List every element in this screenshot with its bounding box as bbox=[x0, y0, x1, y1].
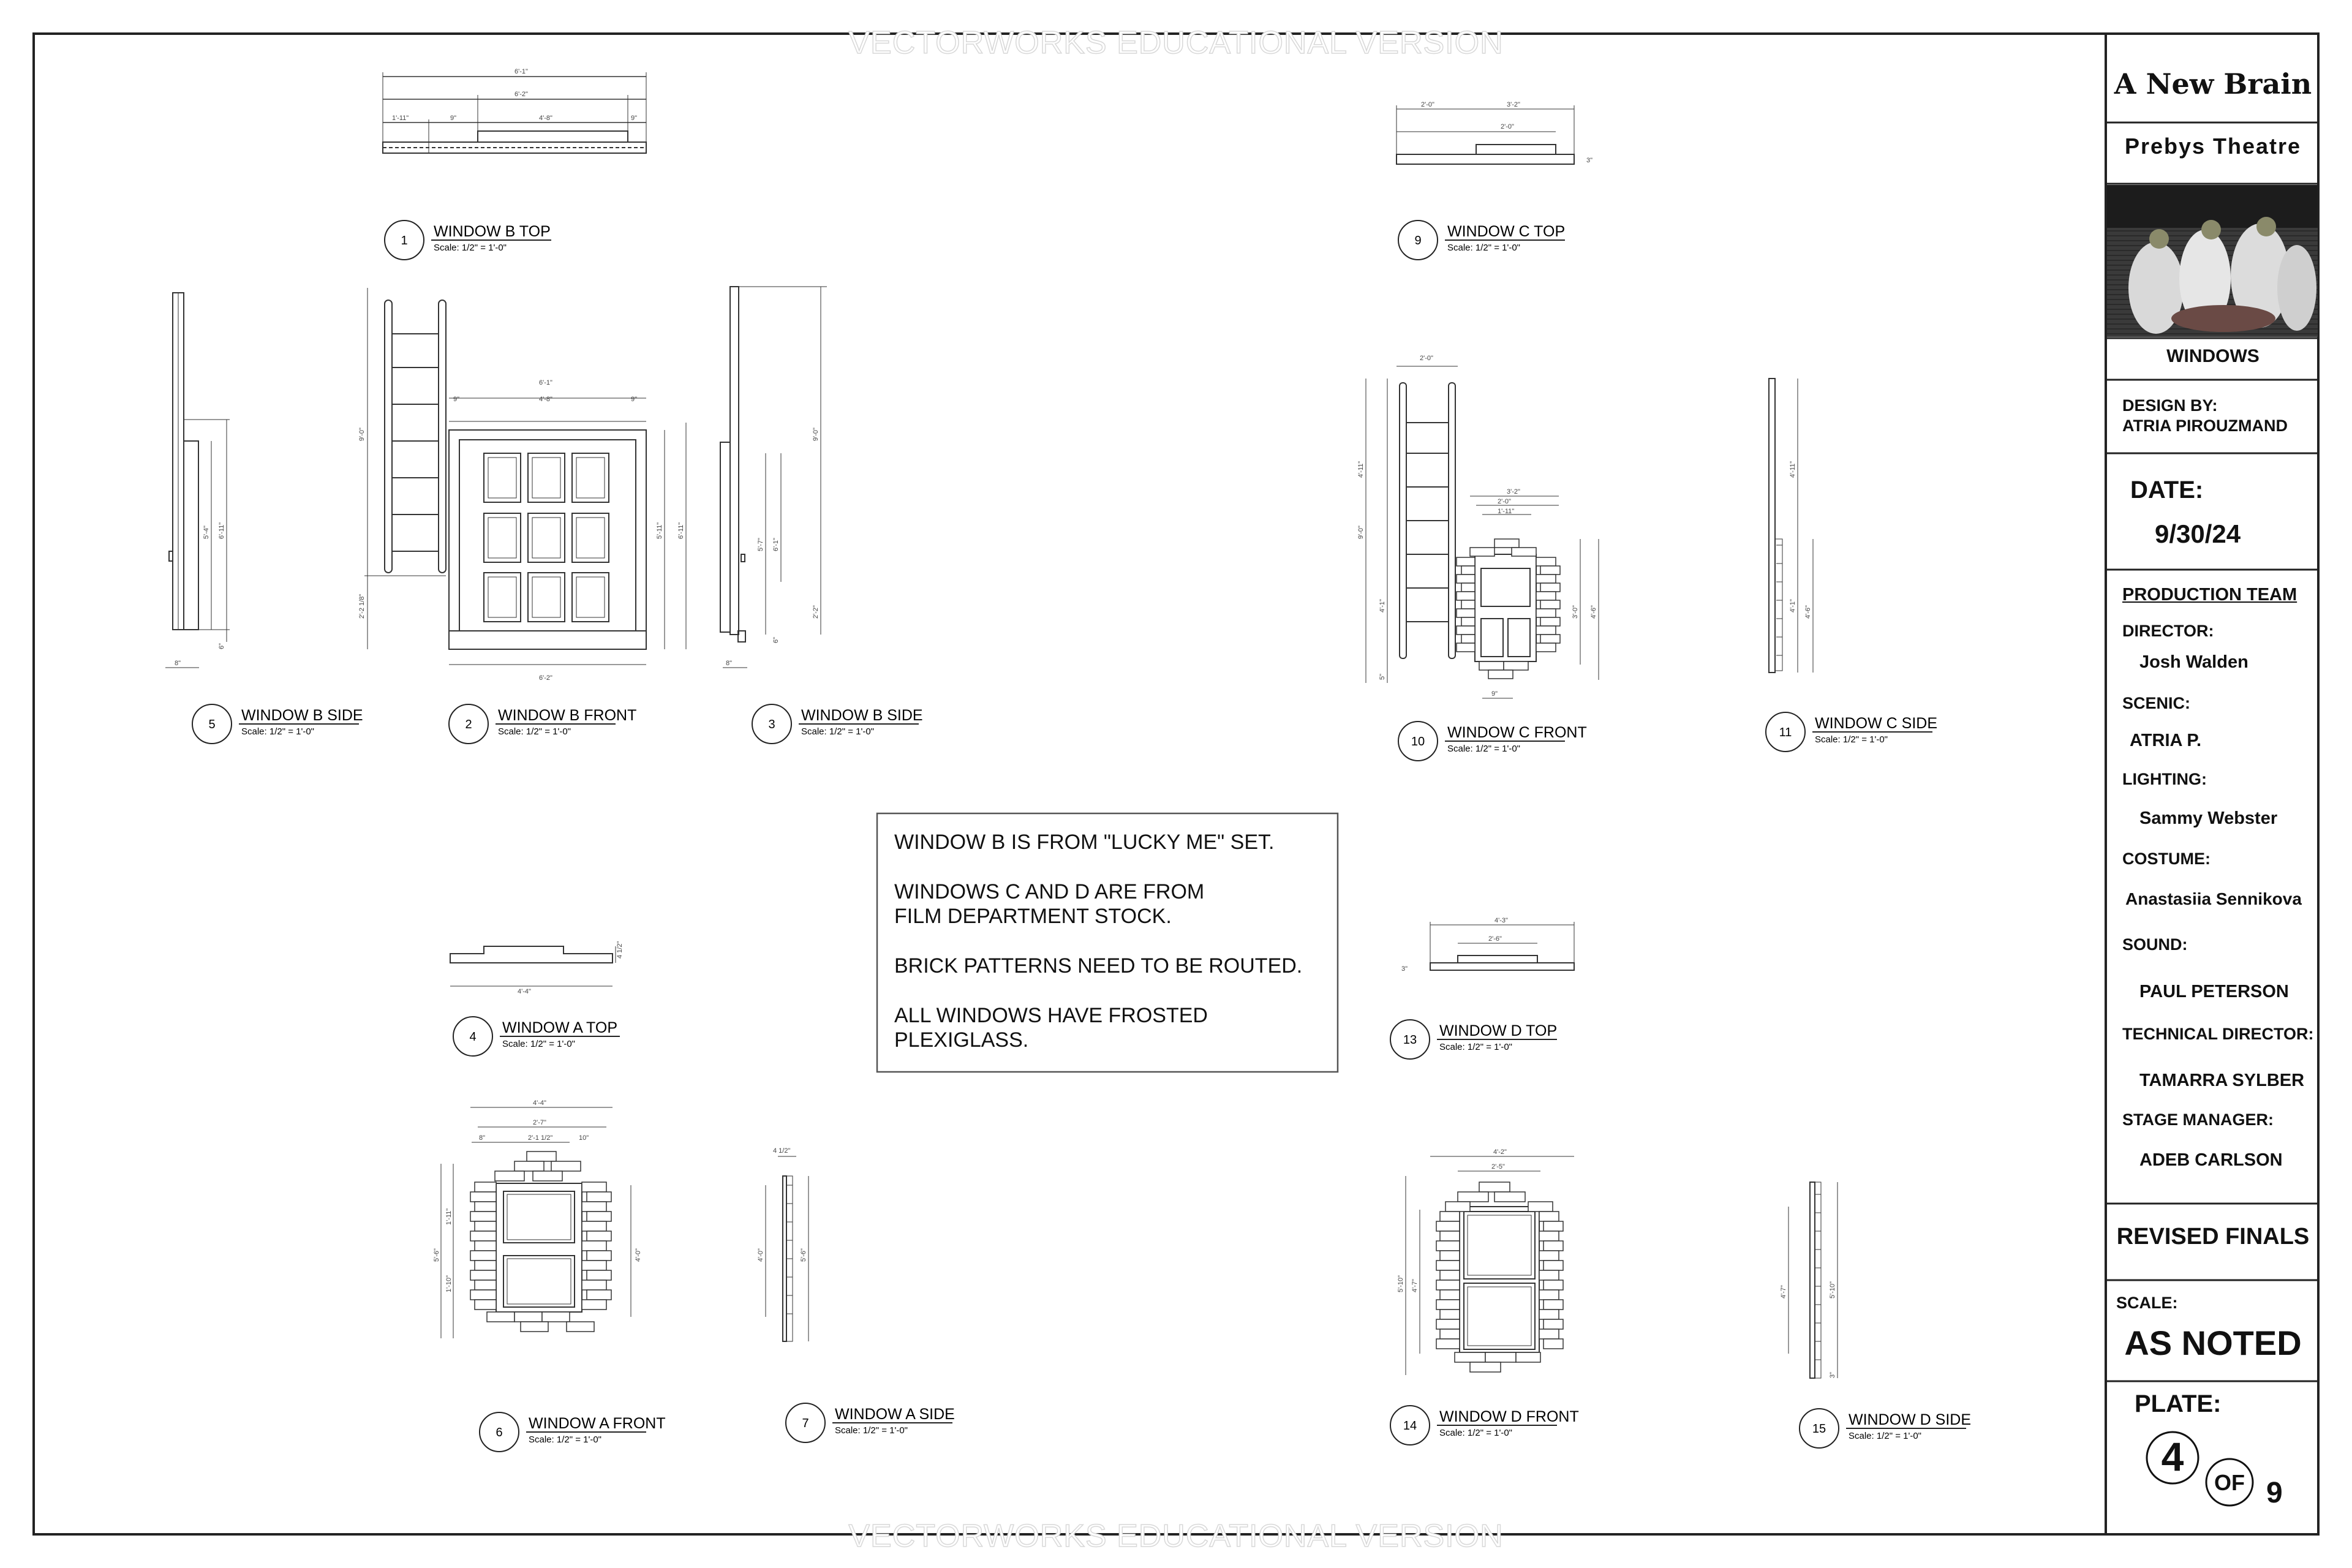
dim-label: 6'-1" bbox=[772, 538, 780, 551]
dim-label: 2'-2 1/8" bbox=[358, 594, 366, 619]
view-title: WINDOW B SIDE bbox=[801, 707, 923, 724]
scale-value: AS NOTED bbox=[2124, 1324, 2302, 1362]
dim-label: 6" bbox=[218, 643, 225, 649]
view-number: 14 bbox=[1403, 1419, 1417, 1433]
view-number: 13 bbox=[1403, 1033, 1417, 1047]
dim-label: 3" bbox=[1401, 965, 1408, 973]
view-scale: Scale: 1/2" = 1'-0" bbox=[529, 1434, 601, 1445]
window-d-top-plan bbox=[1430, 922, 1574, 970]
view-scale: Scale: 1/2" = 1'-0" bbox=[434, 243, 507, 253]
team-role: DIRECTOR: bbox=[2122, 622, 2214, 640]
dim-label: 3" bbox=[1829, 1371, 1836, 1378]
dim-label: 8" bbox=[726, 660, 733, 667]
team-role: STAGE MANAGER: bbox=[2122, 1110, 2274, 1129]
view-title: WINDOW B SIDE bbox=[241, 707, 363, 724]
view-scale: Scale: 1/2" = 1'-0" bbox=[1447, 744, 1520, 754]
dim-label: 4'-11" bbox=[1789, 461, 1796, 478]
window-c-ladder bbox=[1366, 366, 1458, 683]
view-scale: Scale: 1/2" = 1'-0" bbox=[1815, 734, 1888, 745]
dim-label: 4 1/2" bbox=[616, 941, 624, 959]
team-name: Josh Walden bbox=[2139, 652, 2248, 672]
team-name: PAUL PETERSON bbox=[2139, 982, 2289, 1001]
venue-name: Prebys Theatre bbox=[2124, 134, 2302, 159]
plate-label: PLATE: bbox=[2135, 1390, 2222, 1417]
window-b-ladder bbox=[364, 288, 446, 649]
watermark-top: VECTORWORKS EDUCATIONAL VERSION bbox=[848, 25, 1504, 61]
view-title: WINDOW D TOP bbox=[1439, 1022, 1558, 1039]
dim-label: 9" bbox=[453, 396, 460, 403]
view-number: 15 bbox=[1812, 1422, 1826, 1436]
dim-label: 5" bbox=[1379, 673, 1386, 680]
view-scale: Scale: 1/2" = 1'-0" bbox=[1849, 1431, 1921, 1441]
view-title: WINDOW D FRONT bbox=[1439, 1408, 1579, 1425]
dim-label: 5'-10" bbox=[1397, 1275, 1404, 1292]
dim-label: 4 1/2" bbox=[773, 1147, 791, 1155]
dim-label: 9" bbox=[631, 115, 638, 122]
dim-label: 6'-2" bbox=[539, 674, 552, 682]
dim-label: 4'-6" bbox=[1804, 605, 1812, 619]
dim-label: 5'-11" bbox=[656, 522, 663, 539]
view-number: 6 bbox=[496, 1426, 503, 1439]
note-line: PLEXIGLASS. bbox=[894, 1028, 1029, 1052]
dim-label: 9" bbox=[450, 115, 457, 122]
window-c-bricks bbox=[1457, 539, 1560, 679]
dim-label: 5'-7" bbox=[757, 538, 764, 551]
window-d-bricks bbox=[1436, 1182, 1563, 1372]
dim-label: 5'-6" bbox=[433, 1248, 440, 1262]
window-b-side-right bbox=[720, 287, 827, 668]
sheet-border bbox=[34, 34, 2318, 1534]
view-scale: Scale: 1/2" = 1'-0" bbox=[801, 726, 874, 737]
view-number: 11 bbox=[1779, 726, 1792, 739]
revision-status: REVISED FINALS bbox=[2116, 1224, 2310, 1250]
dim-label: 4'-4" bbox=[533, 1099, 546, 1107]
dim-label: 9" bbox=[1491, 690, 1498, 698]
dim-label: 2'-6" bbox=[1488, 935, 1502, 943]
dim-label: 2'-0" bbox=[1420, 355, 1433, 362]
dim-label: 2'-0" bbox=[1501, 123, 1514, 130]
view-number: 9 bbox=[1414, 234, 1422, 247]
window-a-bricks bbox=[470, 1152, 611, 1332]
dim-label: 6'-11" bbox=[218, 522, 225, 539]
dim-label: 3'-2" bbox=[1507, 101, 1520, 108]
dim-label: 6'-2" bbox=[514, 91, 528, 98]
view-title: WINDOW A FRONT bbox=[529, 1415, 666, 1432]
team-role: SCENIC: bbox=[2122, 694, 2191, 712]
note-line: BRICK PATTERNS NEED TO BE ROUTED. bbox=[894, 954, 1303, 978]
view-callout-15 bbox=[1800, 1409, 1971, 1448]
view-scale: Scale: 1/2" = 1'-0" bbox=[1439, 1428, 1512, 1438]
view-scale: Scale: 1/2" = 1'-0" bbox=[241, 726, 314, 737]
dim-label: 8" bbox=[175, 660, 181, 667]
view-callout-11 bbox=[1766, 712, 1937, 752]
dim-label: 4'-7" bbox=[1780, 1285, 1787, 1298]
dim-label: 6" bbox=[772, 636, 780, 643]
sheet-title: WINDOWS bbox=[2166, 346, 2260, 366]
view-title: WINDOW C FRONT bbox=[1447, 724, 1587, 741]
view-scale: Scale: 1/2" = 1'-0" bbox=[1447, 243, 1520, 253]
window-b-front-frame bbox=[449, 398, 686, 665]
dim-label: 4'-1" bbox=[1789, 599, 1796, 612]
dim-label: 1'-10" bbox=[445, 1275, 453, 1292]
team-role: TECHNICAL DIRECTOR: bbox=[2122, 1025, 2314, 1043]
dim-label: 5'-6" bbox=[800, 1248, 807, 1262]
team-role: LIGHTING: bbox=[2122, 770, 2207, 788]
view-number: 10 bbox=[1411, 735, 1425, 748]
team-name: TAMARRA SYLBER bbox=[2139, 1071, 2305, 1090]
dim-label: 2'-0" bbox=[1498, 498, 1511, 505]
view-title: WINDOW B TOP bbox=[434, 223, 551, 240]
window-b-side-left bbox=[165, 293, 230, 668]
view-callout-9 bbox=[1398, 221, 1565, 260]
dim-label: 3" bbox=[1586, 157, 1593, 164]
dim-label: 10" bbox=[579, 1134, 589, 1142]
view-title: WINDOW C TOP bbox=[1447, 223, 1566, 240]
view-title: WINDOW D SIDE bbox=[1849, 1411, 1971, 1428]
view-callout-2 bbox=[449, 704, 636, 744]
dim-label: 2'-1 1/2" bbox=[528, 1134, 553, 1142]
team-role: COSTUME: bbox=[2122, 850, 2211, 868]
dim-label: 6'-1" bbox=[539, 379, 552, 386]
window-b-top-plan bbox=[383, 72, 646, 153]
design-by-label: DESIGN BY: bbox=[2122, 396, 2218, 415]
production-photo bbox=[2107, 185, 2318, 337]
note-line: WINDOWS C AND D ARE FROM bbox=[894, 880, 1205, 903]
designer-name: ATRIA PIROUZMAND bbox=[2122, 417, 2288, 435]
window-c-side bbox=[1769, 379, 1813, 673]
view-scale: Scale: 1/2" = 1'-0" bbox=[502, 1039, 575, 1049]
plate-total: 9 bbox=[2266, 1477, 2283, 1509]
dim-label: 6'-11" bbox=[677, 522, 685, 539]
date-label: DATE: bbox=[2130, 477, 2204, 503]
dim-label: 4'-6" bbox=[1590, 605, 1597, 619]
plate-of: OF bbox=[2214, 1470, 2245, 1495]
view-title: WINDOW A SIDE bbox=[835, 1406, 955, 1423]
dim-label: 4'-8" bbox=[539, 115, 552, 122]
dim-label: 4'-8" bbox=[539, 396, 552, 403]
watermark-bottom: VECTORWORKS EDUCATIONAL VERSION bbox=[848, 1518, 1504, 1554]
view-scale: Scale: 1/2" = 1'-0" bbox=[835, 1425, 908, 1436]
view-callout-6 bbox=[480, 1412, 666, 1452]
dim-label: 4'-0" bbox=[635, 1248, 642, 1262]
view-title: WINDOW B FRONT bbox=[498, 707, 637, 724]
dim-label: 4'-11" bbox=[1357, 461, 1365, 478]
dim-label: 9" bbox=[631, 396, 638, 403]
view-number: 5 bbox=[208, 718, 216, 731]
dim-label: 9'-0" bbox=[1357, 526, 1365, 539]
plate-number: 4 bbox=[2161, 1434, 2184, 1479]
window-a-top-plan bbox=[450, 946, 616, 986]
view-callout-1 bbox=[385, 221, 551, 260]
dim-label: 3'-0" bbox=[1572, 605, 1579, 619]
team-role: SOUND: bbox=[2122, 935, 2188, 954]
date-value: 9/30/24 bbox=[2155, 519, 2241, 548]
dim-label: 2'-7" bbox=[533, 1119, 546, 1126]
window-b-top-dims bbox=[392, 68, 637, 122]
view-title: WINDOW A TOP bbox=[502, 1019, 617, 1036]
dim-label: 6'-1" bbox=[514, 68, 528, 75]
dim-label: 9'-0" bbox=[358, 428, 366, 441]
dim-label: 1'-11" bbox=[392, 115, 409, 122]
view-number: 7 bbox=[802, 1417, 809, 1430]
dim-label: 1'-11" bbox=[1498, 508, 1515, 515]
dim-label: 5'-4" bbox=[203, 526, 210, 539]
view-number: 1 bbox=[401, 234, 408, 247]
team-name: Anastasiia Sennikova bbox=[2125, 889, 2302, 908]
dim-label: 9'-0" bbox=[812, 428, 820, 441]
dim-label: 3'-2" bbox=[1507, 488, 1520, 496]
team-name: ATRIA P. bbox=[2130, 731, 2202, 750]
scale-label: SCALE: bbox=[2116, 1294, 2178, 1312]
dim-label: 4'-1" bbox=[1379, 599, 1386, 612]
view-callout-5 bbox=[192, 704, 363, 744]
view-scale: Scale: 1/2" = 1'-0" bbox=[1439, 1042, 1512, 1052]
window-c-top-plan bbox=[1396, 105, 1574, 164]
view-number: 3 bbox=[768, 718, 775, 731]
note-line: FILM DEPARTMENT STOCK. bbox=[894, 905, 1172, 928]
dim-label: 4'-0" bbox=[757, 1248, 764, 1262]
dim-label: 4'-7" bbox=[1411, 1279, 1419, 1292]
show-title: A New Brain bbox=[2114, 67, 2312, 100]
view-number: 4 bbox=[469, 1030, 477, 1044]
view-number: 2 bbox=[465, 718, 472, 731]
view-callout-13 bbox=[1390, 1020, 1557, 1059]
team-name: Sammy Webster bbox=[2139, 809, 2278, 828]
note-line: WINDOW B IS FROM "LUCKY ME" SET. bbox=[894, 831, 1275, 854]
view-callout-3 bbox=[752, 704, 923, 744]
view-scale: Scale: 1/2" = 1'-0" bbox=[498, 726, 571, 737]
dim-label: 4'-4" bbox=[518, 988, 531, 995]
view-title: WINDOW C SIDE bbox=[1815, 715, 1937, 732]
dim-label: 5'-10" bbox=[1829, 1281, 1836, 1298]
view-callout-7 bbox=[786, 1403, 955, 1442]
window-d-side bbox=[1789, 1182, 1838, 1378]
dim-label: 4'-2" bbox=[1493, 1148, 1507, 1156]
note-line: ALL WINDOWS HAVE FROSTED bbox=[894, 1004, 1208, 1027]
window-b-panes bbox=[484, 453, 609, 622]
dim-label: 1'-11" bbox=[445, 1208, 453, 1225]
dim-label: 2'-0" bbox=[1421, 101, 1434, 108]
team-name: ADEB CARLSON bbox=[2139, 1150, 2283, 1170]
view-callout-4 bbox=[453, 1017, 620, 1056]
view-callout-14 bbox=[1390, 1406, 1579, 1445]
production-team-heading: PRODUCTION TEAM bbox=[2122, 585, 2297, 605]
dim-label: 2'-5" bbox=[1491, 1163, 1505, 1170]
dim-label: 4'-3" bbox=[1494, 917, 1508, 924]
view-callout-10 bbox=[1398, 722, 1587, 761]
dim-label: 2'-2" bbox=[812, 605, 820, 619]
dim-label: 8" bbox=[479, 1134, 486, 1142]
